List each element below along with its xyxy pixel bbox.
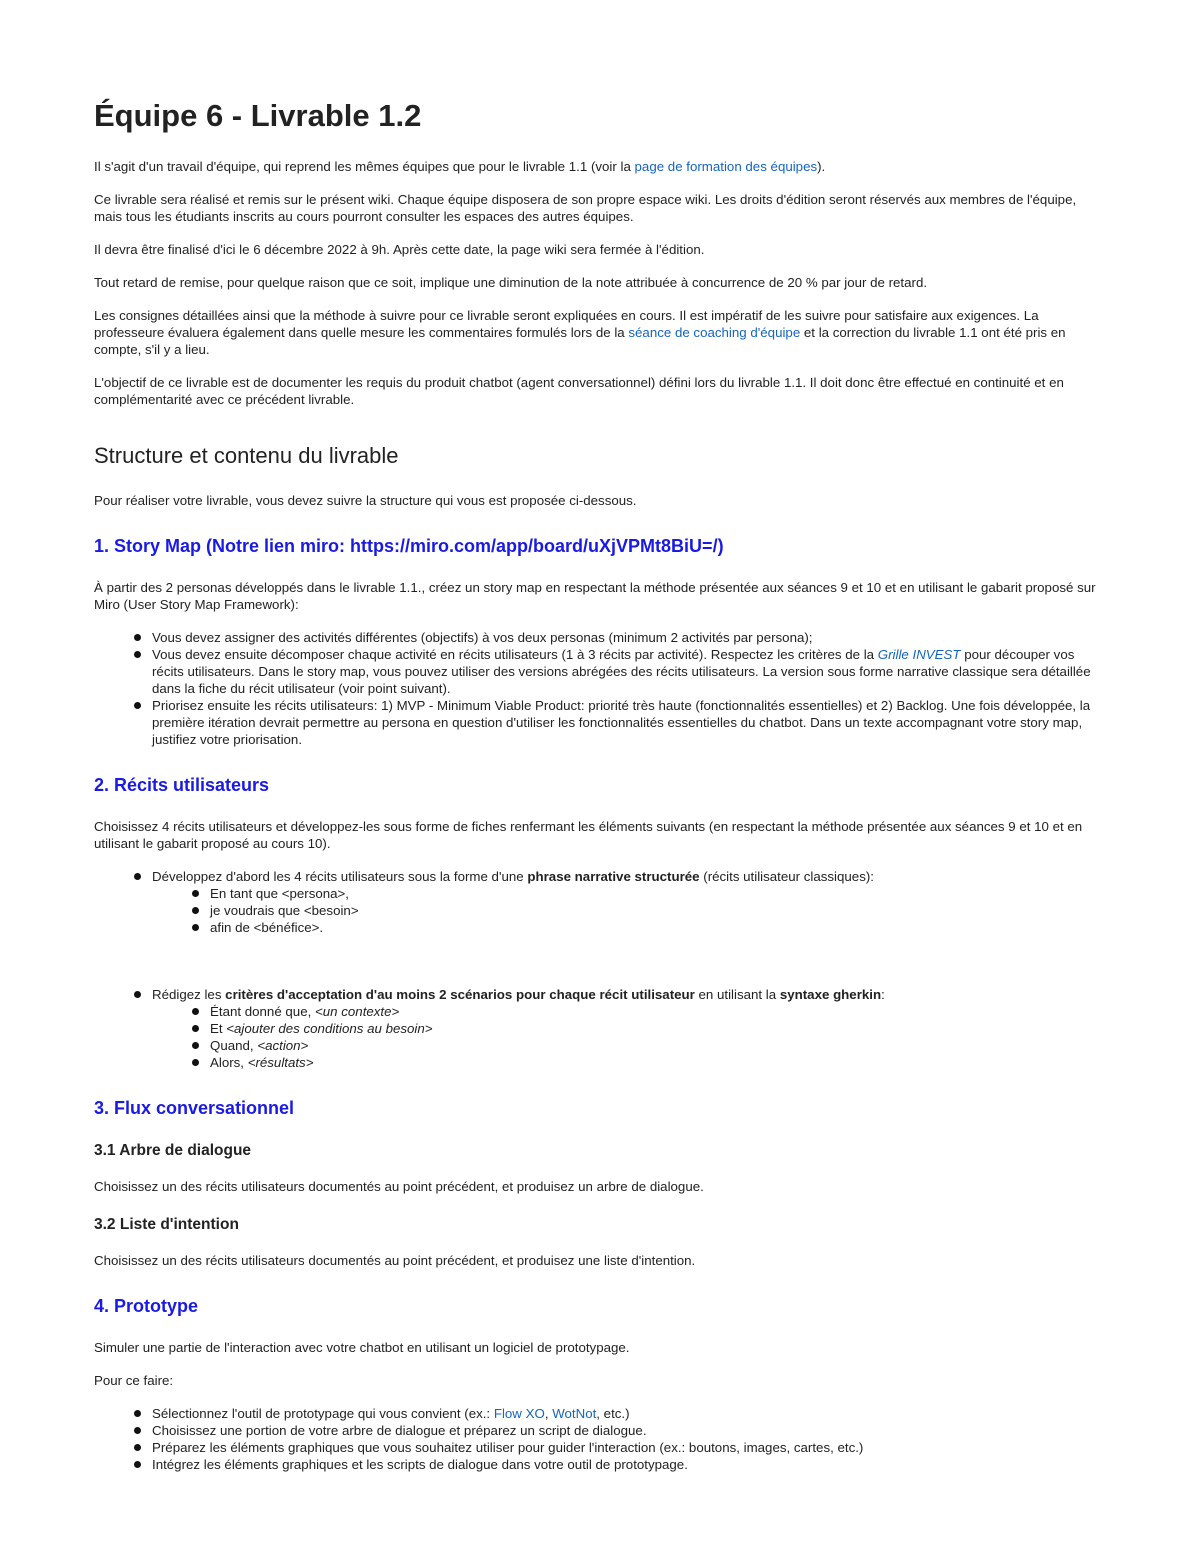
list-text: : [881, 987, 885, 1002]
section-4-heading: 4. Prototype [94, 1296, 199, 1316]
list-text: , etc.) [596, 1406, 630, 1421]
intro-paragraph-4: Tout retard de remise, pour quelque raison que ce soit, implique une diminution de la note attribuée à concurrence de 20 % par jour de retard. [94, 275, 928, 290]
list-bold-text: critères d'acceptation d'au moins 2 scénarios pour chaque récit utilisateur [225, 987, 695, 1002]
list-text: Étant donné que, [210, 1004, 315, 1019]
list-item [210, 1054, 1104, 1071]
narrative-sublist [152, 885, 1104, 936]
flow-xo-link[interactable]: Flow XO [493, 1406, 545, 1421]
list-text: Développez d'abord les 4 récits utilisateurs sous la forme d'une [152, 869, 528, 884]
list-italic-text: <un contexte> [315, 1004, 400, 1019]
section-4-text-2: Pour ce faire: [94, 1373, 174, 1388]
list-bold-text: phrase narrative structurée [527, 869, 700, 884]
list-item [210, 1020, 1104, 1037]
section-3-2-heading: 3.2 Liste d'intention [94, 1216, 239, 1233]
structure-heading: Structure et contenu du livrable [94, 443, 399, 468]
section-3-1-heading: 3.1 Arbre de dialogue [94, 1142, 252, 1159]
list-item: Préparez les éléments graphiques que vous souhaitez utiliser pour guider l'interaction (ex.: boutons, images, cartes, etc.) [152, 1439, 1104, 1456]
intro-paragraph-1 [94, 158, 1104, 175]
list-text: Sélectionnez l'outil de prototypage qui vous convient (ex.: [152, 1406, 494, 1421]
intro-paragraph-6: L'objectif de ce livrable est de documenter les requis du produit chatbot (agent conversationnel) défini lors du livrable 1.1. Il doit donc être effectué en continuité et en complémentarité avec ce précédent livrable. [94, 375, 1064, 407]
list-text: Quand, [210, 1038, 258, 1053]
intro-paragraph-3: Il devra être finalisé d'ici le 6 décembre 2022 à 9h. Après cette date, la page wiki sera fermée à l'édition. [94, 242, 705, 257]
intro-text: Les consignes détaillées ainsi que la méthode à suivre pour ce livrable seront expliquées en cours. Il est impératif de les suivre pour satisfaire aux exigences. La professeure évaluera également dans quelle mesure les commentaires formulés lors de la [94, 308, 1039, 340]
section-1-heading: 1. Story Map (Notre lien miro: https://miro.com/app/board/uXjVPMt8BiU=/) [94, 536, 724, 556]
structure-text: Pour réaliser votre livrable, vous devez suivre la structure qui vous est proposée ci-dessous. [94, 493, 637, 508]
section-2-heading: 2. Récits utilisateurs [94, 775, 270, 795]
list-item [210, 1003, 1104, 1020]
list-text: , [544, 1406, 553, 1421]
section-3-2-text: Choisissez un des récits utilisateurs documentés au point précédent, et produisez une liste d'intention. [94, 1253, 696, 1268]
section-2-list-b [94, 986, 1104, 1071]
invest-grid-link[interactable]: Grille INVEST [877, 647, 961, 662]
section-2-list-a [94, 868, 1104, 936]
list-text: pour découper vos récits utilisateurs. Dans le story map, vous pouvez utiliser des versions abrégées des récits utilisateurs. La version sous forme narrative classique sera détaillée dans la fiche du récit utilisateur (voir point suivant). [152, 647, 1091, 696]
team-formation-link[interactable]: page de formation des équipes [634, 159, 818, 174]
list-text: en utilisant la [694, 987, 780, 1002]
list-item: En tant que <persona>, [210, 885, 1104, 902]
list-item [152, 1405, 1104, 1422]
intro-paragraph-5 [94, 307, 1104, 358]
list-italic-text: <action> [257, 1038, 309, 1053]
intro-paragraph-2: Ce livrable sera réalisé et remis sur le présent wiki. Chaque équipe disposera de son propre espace wiki. Les droits d'édition seront réservés aux membres de l'équipe, mais tous les étudiants inscrits au cours pourront consulter les espaces des autres équipes. [94, 192, 1077, 224]
section-1-text: À partir des 2 personas développés dans le livrable 1.1., créez un story map en respectant la méthode présentée aux séances 9 et 10 et en utilisant le gabarit proposé sur Miro (User Story Map Framework): [94, 580, 1096, 612]
intro-text: ). [817, 159, 826, 174]
intro-text: Il s'agit d'un travail d'équipe, qui reprend les mêmes équipes que pour le livrable 1.1 (voir la [94, 159, 635, 174]
section-2-text: Choisissez 4 récits utilisateurs et développez-les sous forme de fiches renfermant les éléments suivants (en respectant la méthode présentée aux séances 9 et 10 et en utilisant le gabarit proposé au cours 10). [94, 819, 1083, 851]
list-text: Alors, [210, 1055, 248, 1070]
blank-spacer [94, 936, 1104, 986]
wotnot-link[interactable]: WotNot [552, 1406, 597, 1421]
list-item: Choisissez une portion de votre arbre de dialogue et préparez un script de dialogue. [152, 1422, 1104, 1439]
list-text: Vous devez ensuite décomposer chaque activité en récits utilisateurs (1 à 3 récits par activité). Respectez les critères de la [152, 647, 878, 662]
section-3-1-text: Choisissez un des récits utilisateurs documentés au point précédent, et produisez un arbre de dialogue. [94, 1179, 704, 1194]
list-text: (récits utilisateur classiques): [699, 869, 874, 884]
list-text: Et [210, 1021, 227, 1036]
gherkin-sublist [152, 1003, 1104, 1071]
intro-text: et la correction du livrable 1.1 ont été pris en compte, s'il y a lieu. [94, 325, 1066, 357]
coaching-session-link[interactable]: séance de coaching d'équipe [628, 325, 801, 340]
list-item [152, 646, 1104, 697]
section-1-list [94, 629, 1104, 748]
list-italic-text: <ajouter des conditions au besoin> [226, 1021, 433, 1036]
section-3-heading: 3. Flux conversationnel [94, 1098, 295, 1118]
list-item: afin de <bénéfice>. [210, 919, 1104, 936]
list-item [152, 986, 1104, 1071]
list-item: Priorisez ensuite les récits utilisateurs: 1) MVP - Minimum Viable Product: priorité très haute (fonctionnalités essentielles) et 2) Backlog. Une fois développée, la première itération devrait permettre au persona en question d'utiliser les fonctionnalités essentielles du chatbot. Dans un texte accompagnant votre story map, justifiez votre priorisation. [152, 697, 1104, 748]
list-item: Intégrez les éléments graphiques et les scripts de dialogue dans votre outil de prototypage. [152, 1456, 1104, 1473]
list-italic-text: <résultats> [247, 1055, 314, 1070]
list-item [152, 868, 1104, 936]
list-item: Vous devez assigner des activités différentes (objectifs) à vos deux personas (minimum 2 activités par persona); [152, 629, 1104, 646]
section-4-list [94, 1405, 1104, 1473]
list-bold-text: syntaxe gherkin [779, 987, 882, 1002]
page-title: Équipe 6 - Livrable 1.2 [94, 98, 422, 133]
list-item: je voudrais que <besoin> [210, 902, 1104, 919]
list-item [210, 1037, 1104, 1054]
list-text: Rédigez les [152, 987, 226, 1002]
section-4-text-1: Simuler une partie de l'interaction avec votre chatbot en utilisant un logiciel de prototypage. [94, 1340, 630, 1355]
